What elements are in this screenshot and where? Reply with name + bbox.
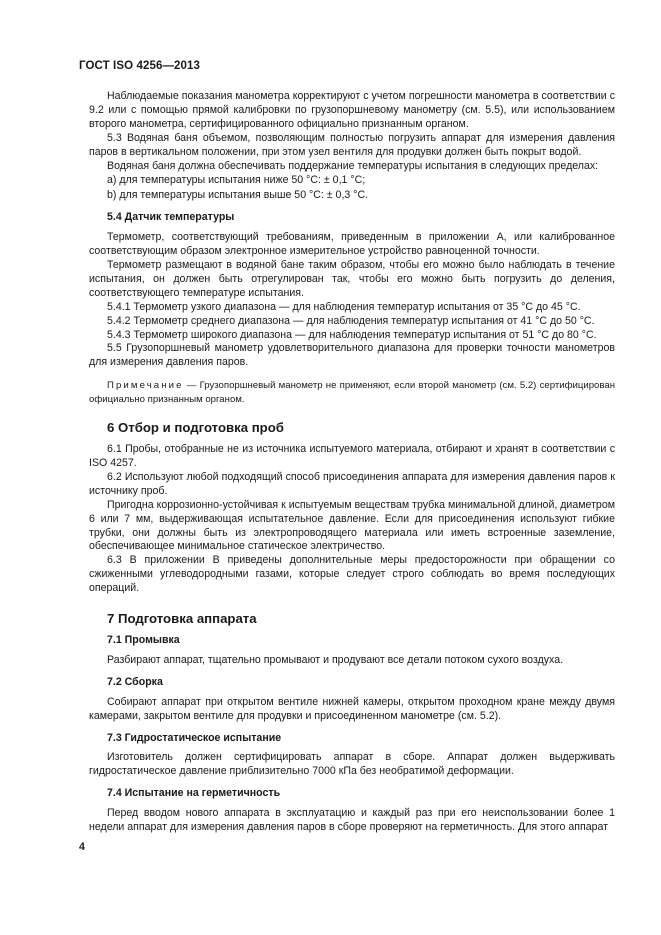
section-heading: 7.4 Испытание на герметичность [107,787,281,800]
note [89,379,615,407]
paragraph: 5.4.1 Термометр узкого диапазона — для наблюдения температур испытания от 35 °C до 45 °C. [107,300,581,313]
paragraph: 5.5 Грузопоршневый манометр удовлетворительного диапазона для проверки точности манометров для измерения давления паров. [89,342,615,369]
section-heading: 7.2 Сборка [107,675,163,688]
chapter-heading: 7 Подготовка аппарата [107,611,257,627]
note-text: — Грузопоршневый манометр не применяют, если второй манометр (см. 5.2) сертифицирован официально признанным органом. [89,380,615,406]
chapter-heading: 6 Отбор и подготовка проб [107,420,284,436]
paragraph: Собирают аппарат при открытом вентиле нижней камеры, открытом проходном кране между двумя камерами, закрытом вентиле для продувки и присоединенном манометре (см. 5.2). [89,695,615,722]
paragraph: Перед вводом нового аппарата в эксплуатацию и каждый раз при его неиспользовании более 1 недели аппарат для измерения давления паров в сборе проверяют на герметичность. Для этого аппарат [89,807,615,834]
paragraph: Изготовитель должен сертифицировать аппарат в сборе. Аппарат должен выдерживать гидростатическое давление приблизительно 7000 кПа без необратимой деформации. [89,751,615,778]
document-header: ГОСТ ISO 4256—2013 [79,60,201,72]
paragraph: 6.1 Пробы, отобранные не из источника испытуемого материала, отбирают и хранят в соответствии с ISO 4257. [89,443,615,470]
section-heading: 7.3 Гидростатическое испытание [107,731,282,744]
paragraph: Термометр, соответствующий требованиям, приведенным в приложении А, или калиброванное соответствующим образом электронное измерительное устройство равноценной точности. [89,231,615,258]
section-heading: 5.4 Датчик температуры [107,211,235,224]
list-item: b) для температуры испытания выше 50 °C: ± 0,3 °C. [107,189,369,202]
paragraph: 5.4.2 Термометр среднего диапазона — для наблюдения температур испытания от 41 °C до 50 °C. [107,314,595,327]
paragraph: Наблюдаемые показания манометра корректируют с учетом погрешности манометра в соответствии с 9.2 или с помощью прямой калибровки по грузопоршневому манометру (см. 5.5), или использованием второго манометра, сертифицированного официально признанным органом. [89,90,615,130]
paragraph: 6.2 Используют любой подходящий способ присоединения аппарата для измерения давления паров к источнику проб. [89,470,615,497]
paragraph: 6.3 В приложении В приведены дополнительные меры предосторожности при обращении со сжиженными углеводородными газами, которые следует строго соблюдать во время последующих операций. [89,554,615,595]
paragraph: Водяная баня должна обеспечивать поддержание температуры испытания в следующих пределах: [107,159,599,172]
paragraph: Пригодна коррозионно-устойчивая к испытуемым веществам трубка минимальной длиной, диаметром 6 или 7 мм, выдерживающая испытательное давление. Если для присоединения используют гибкие трубки, они должны быть из электропроводящего материала или иметь встроенные заземление, обеспечивающее минимальное статическое электричество. [89,498,615,553]
list-item: a) для температуры испытания ниже 50 °C: ± 0,1 °C; [107,174,366,187]
note-label: Примечание [107,380,184,392]
paragraph: 5.3 Водяная баня объемом, позволяющим полностью погрузить аппарат для измерения давления паров в вертикальном положении, при этом узел вентиля для продувки должен быть покрыт водой. [89,131,615,158]
section-heading: 7.1 Промывка [107,634,180,646]
document-body [89,90,615,835]
page-number: 4 [79,841,85,853]
paragraph: Термометр размещают в водяной бане таким образом, чтобы его можно было наблюдать в течение испытания, он должен быть отрегулирован так, чтобы его можно быть погрузить до деления, соответствующего температуре испытания. [89,258,615,299]
paragraph: Разбирают аппарат, тщательно промывают и продувают все детали потоком сухого воздуха. [107,653,564,666]
paragraph: 5.4.3 Термометр широкого диапазона — для наблюдения температур испытания от 51 °C до 80 °C. [107,328,597,341]
